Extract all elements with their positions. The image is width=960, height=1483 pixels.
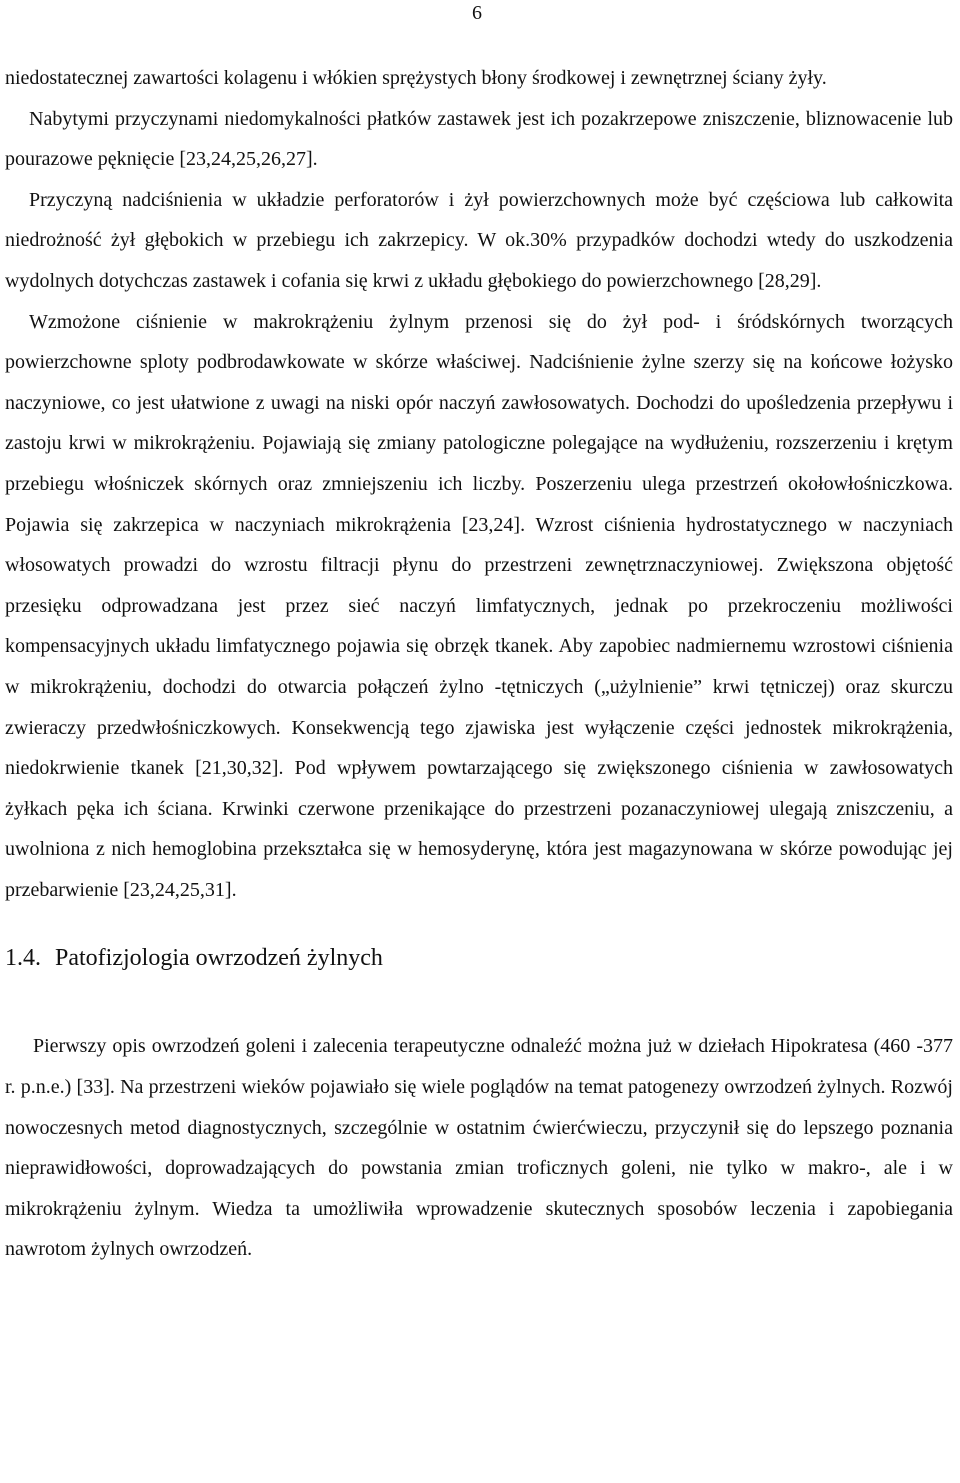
page-number: 6 — [472, 2, 482, 24]
body-text — [5, 58, 953, 1270]
section-number: 1.4. — [5, 945, 41, 972]
paragraph-acquired-causes: Nabytymi przyczynami niedomykalności płatków zastawek jest ich pozakrzepowe zniszczenie, bliznowacenie lub pourazowe pęknięcie [23,24,25,26,27]. — [5, 107, 953, 171]
paragraph-history: Pierwszy opis owrzodzeń goleni i zalecenia terapeutyczne odnaleźć można już w dziełach Hipokratesa (460 -377 r. p.n.e.) [33]. Na przestrzeni wieków pojawiało się wiele poglądów na temat patogenezy owrzodzeń żylnych. Rozwój nowoczesnych metod diagnostycznych, szczególnie w ostatnim ćwierćwieczu, przyczynił się do lepszego poznania nieprawidłowości, doprowadzających do powstania zmian troficznych goleni, nie tylko w makro-, ale i w mikrokrążeniu żylnym. Wiedza ta umożliwiła wprowadzenie skutecznych sposobów leczenia i zapobiegania nawrotom żylnych owrzodzeń. — [5, 1035, 953, 1261]
paragraph-microcirculation: Wzmożone ciśnienie w makrokrążeniu żylnym przenosi się do żył pod- i śródskórnych tworzących powierzchowne sploty podbrodawkowate w skórze właściwej. Nadciśnienie żylne szerzy się na końcowe łożysko naczyniowe, co jest ułatwione z uwagi na niski opór naczyń zawłosowatych. Dochodzi do upośledzenia przepływu i zastoju krwi w mikrokrążeniu. Pojawiają się zmiany patologiczne polegające na wydłużeniu, rozszerzeniu i krętym przebiegu włośniczek skórnych oraz zmniejszeniu ich liczby. Poszerzeniu ulega przestrzeń okołowłośniczkowa. Pojawia się zakrzepica w naczyniach mikrokrążenia [23,24]. Wzrost ciśnienia hydrostatycznego w naczyniach włosowatych prowadzi do wzrostu filtracji płynu do przestrzeni zewnętrznaczyniowej. Zwiększona objętość przesięku odprowadzana jest przez sieć naczyń limfatycznych, jednak po przekroczeniu możliwości kompensacyjnych układu limfatycznego pojawia się obrzęk tkanek. Aby zapobiec nadmiernemu wzrostowi ciśnienia w mikrokrążeniu, dochodzi do otwarcia połączeń żylno -tętniczych („użylnienie” krwi tętniczej) oraz skurczu zwieraczy przedwłośniczkowych. Konsekwencją tego zjawiska jest wyłączenie części jednostek mikrokrążenia, niedokrwienie tkanek [21,30,32]. Pod wpływem powtarzającego się zwiększonego ciśnienia w zawłosowatych żyłkach pęka ich ściana. Krwinki czerwone przenikające do przestrzeni pozanaczyniowej ulegają zniszczeniu, a uwolniona z nich hemoglobina przekształca się w hemosyderynę, która jest magazynowana w skórze powodując jej przebarwienie [23,24,25,31]. — [5, 310, 953, 901]
section-heading — [5, 934, 953, 982]
paragraph-continuation: niedostatecznej zawartości kolagenu i włókien sprężystych błony środkowej i zewnętrznej ściany żyły. — [5, 67, 827, 89]
section-spacer — [5, 982, 953, 1026]
paragraph-perforator-hypertension: Przyczyną nadciśnienia w układzie perforatorów i żył powierzchownych może być częściowa lub całkowita niedrożność żył głębokich w przebiegu ich zakrzepicy. W ok.30% przypadków dochodzi wtedy do uszkodzenia wydolnych dotychczas zastawek i cofania się krwi z układu głębokiego do powierzchownego [28,29]. — [5, 188, 953, 292]
section-title: Patofizjologia owrzodzeń żylnych — [55, 945, 383, 972]
